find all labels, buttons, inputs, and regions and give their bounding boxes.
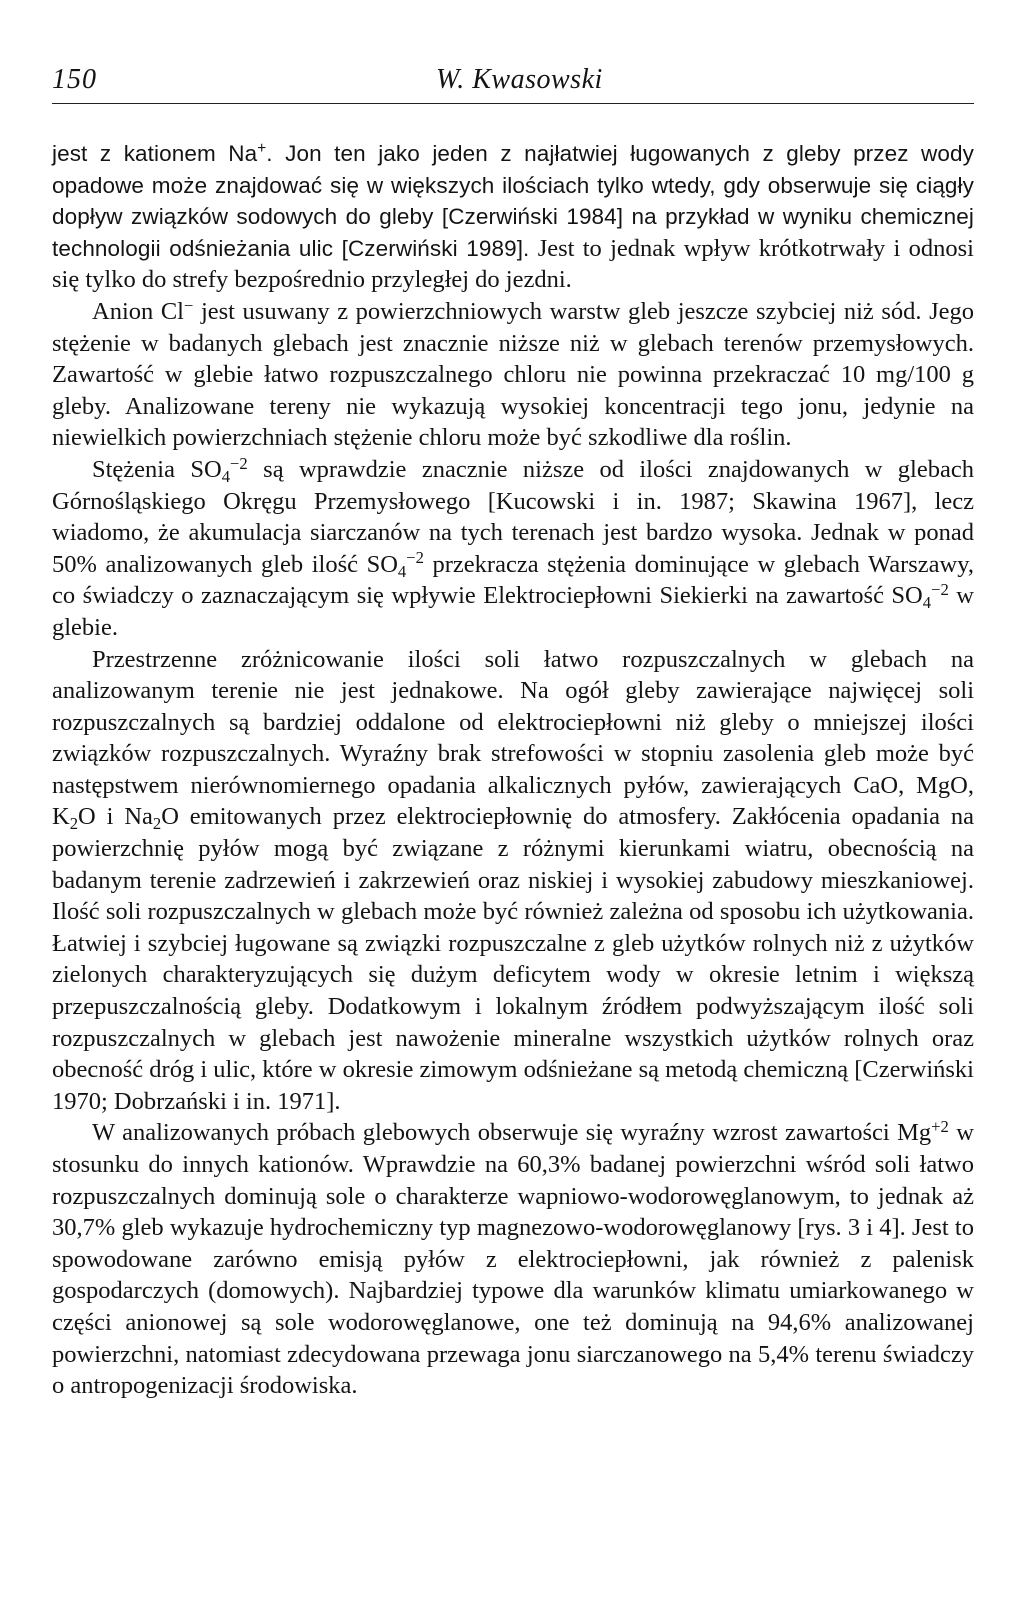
text-run: Jest to jednak wpływ krótkotrwały i odnosi się tylko do strefy bezpośrednio przyległej do jezdni. [52,234,974,294]
superscript: −2 [931,579,949,599]
superscript: +2 [931,1117,949,1137]
running-head-author: W. Kwasowski [436,64,603,95]
superscript: + [257,140,267,158]
subscript: 4 [397,561,407,581]
subscript: 2 [69,814,79,834]
page-header [52,62,974,102]
text-run: w glebie. [52,582,974,641]
text-run: są wprawdzie znacznie niższe od ilości znajdowanych w glebach Górnośląskiego Okręgu Przemysłowego [Kucowski i in. 1987; Skawina 1967], lecz wiadomo, że akumulacja siarczanów na tych terenach jest bardzo wysoka. Jednak w ponad 50% analizowanych gleb ilość SO [52,455,974,578]
text-run: przekracza stężenia dominujące w glebach Warszawy, co świadczy o zaznaczającym się wpływie Elektrociepłowni Siekierki na zawartość SO [52,550,975,610]
text-run: jest usuwany z powierzchniowych warstw gleb jeszcze szybciej niż sód. Jego stężenie w badanych glebach jest znacznie niższe niż w glebach terenów przemysłowych. Zawartość w glebie łatwo rozpuszczalnego chloru nie powinna przekraczać 10 mg/100 g gleby. Analizowane tereny nie wykazują wysokiej koncentracji tego jonu, jedynie na niewielkich powierzchniach stężenie chloru może być szkodliwe dla roślin. [52,297,974,452]
text-run: W analizowanych próbach glebowych obserwuje się wyraźny wzrost zawartości Mg [92,1119,932,1147]
superscript: − [183,295,194,315]
paragraph-4 [52,644,974,1118]
text-run: Przestrzenne zróżnicowanie ilości soli łatwo rozpuszczalnych w glebach na analizowanym terenie nie jest jednakowe. Na ogół gleby zawierające najwięcej soli rozpuszczalnych są bardziej oddalone od elektrociepłowni niż gleby o mniejszej ilości związków rozpuszczalnych. Wyraźny brak strefowości w stopniu zasolenia gleb może być następstwem nierównomiernego opadania alkalicznych pyłów, zawierających CaO, MgO, K [52,645,974,831]
text-run: Stężenia SO [92,455,222,483]
text-run: O emitowanych przez elektrociepłownię do atmosfery. Zakłócenia opadania na powierzchnię pyłów mogą być związane z różnymi kierunkami wiatru, obecnością na badanym terenie zadrzewień i zakrzewień oraz niskiej i wysokiej zabudowy mieszkaniowej. Ilość soli rozpuszczalnych w glebach może być również zależna od sposobu ich użytkowania. Łatwiej i szybciej ługowane są związki rozpuszczalne z gleb użytków rolnych niż z użytków zielonych charakteryzujących się dużym deficytem wody w okresie letnim i większą przepuszczalnością gleby. Dodatkowym i lokalnym źródłem podwyższającym ilość soli rozpuszczalnych w glebach jest nawożenie mineralne wszystkich użytków rolnych oraz obecność dróg i ulic, które w okresie zimowym odśnieżane są metodą chemiczną [Czerwiński 1970; Dobrzański i in. 1971]. [52,803,974,1115]
text-run: O i Na [78,803,153,831]
superscript: −2 [230,453,248,473]
text-run: w stosunku do innych kationów. Wprawdzie na 60,3% badanej powierzchni wśród soli łatwo rozpuszczalnych dominują sole o charakterze wapniowo-wodorowęglanowym, to jednak aż 30,7% gleb wykazuje hydrochemiczny typ magnezowo-wodorowęglanowy [rys. 3 i 4]. Jest to spowodowane zarówno emisją pyłów z elektrociepłowni, jak również z palenisk gospodarczych (domowych). Najbardziej typowe dla warunków klimatu umiarkowanego w części anionowej są sole wodorowęglanowe, one też dominują na 94,6% analizowanej powierzchni, natomiast zdecydowana przewaga jonu siarczanowego na 5,4% terenu świadczy o antropogenizacji środowiska. [52,1119,975,1400]
text-run: . Jon ten jako jeden z najłatwiej ługowanych z gleby przez wody opadowe może znajdować się w większych ilościach tylko wtedy, gdy obserwuje się ciągły dopływ związków sodowych do gleby [Czerwiński 1984] na przykład w wyniku chemicznej technologii odśnieżania ulic [Czerwiński 1989]. [52,141,974,261]
text-run: Anion Cl [92,297,184,325]
subscript: 4 [221,466,231,486]
paragraph-2 [52,296,974,454]
page-number: 150 [52,64,97,95]
paragraph-3 [52,454,974,644]
paragraph-5 [52,1117,974,1401]
subscript: 4 [922,593,932,613]
subscript: 2 [152,814,162,834]
paragraph-1 [52,138,974,296]
text-run: jest z kationem Na [52,141,258,166]
body-text [52,138,974,1402]
header-rule [52,103,974,104]
superscript: −2 [406,548,424,568]
